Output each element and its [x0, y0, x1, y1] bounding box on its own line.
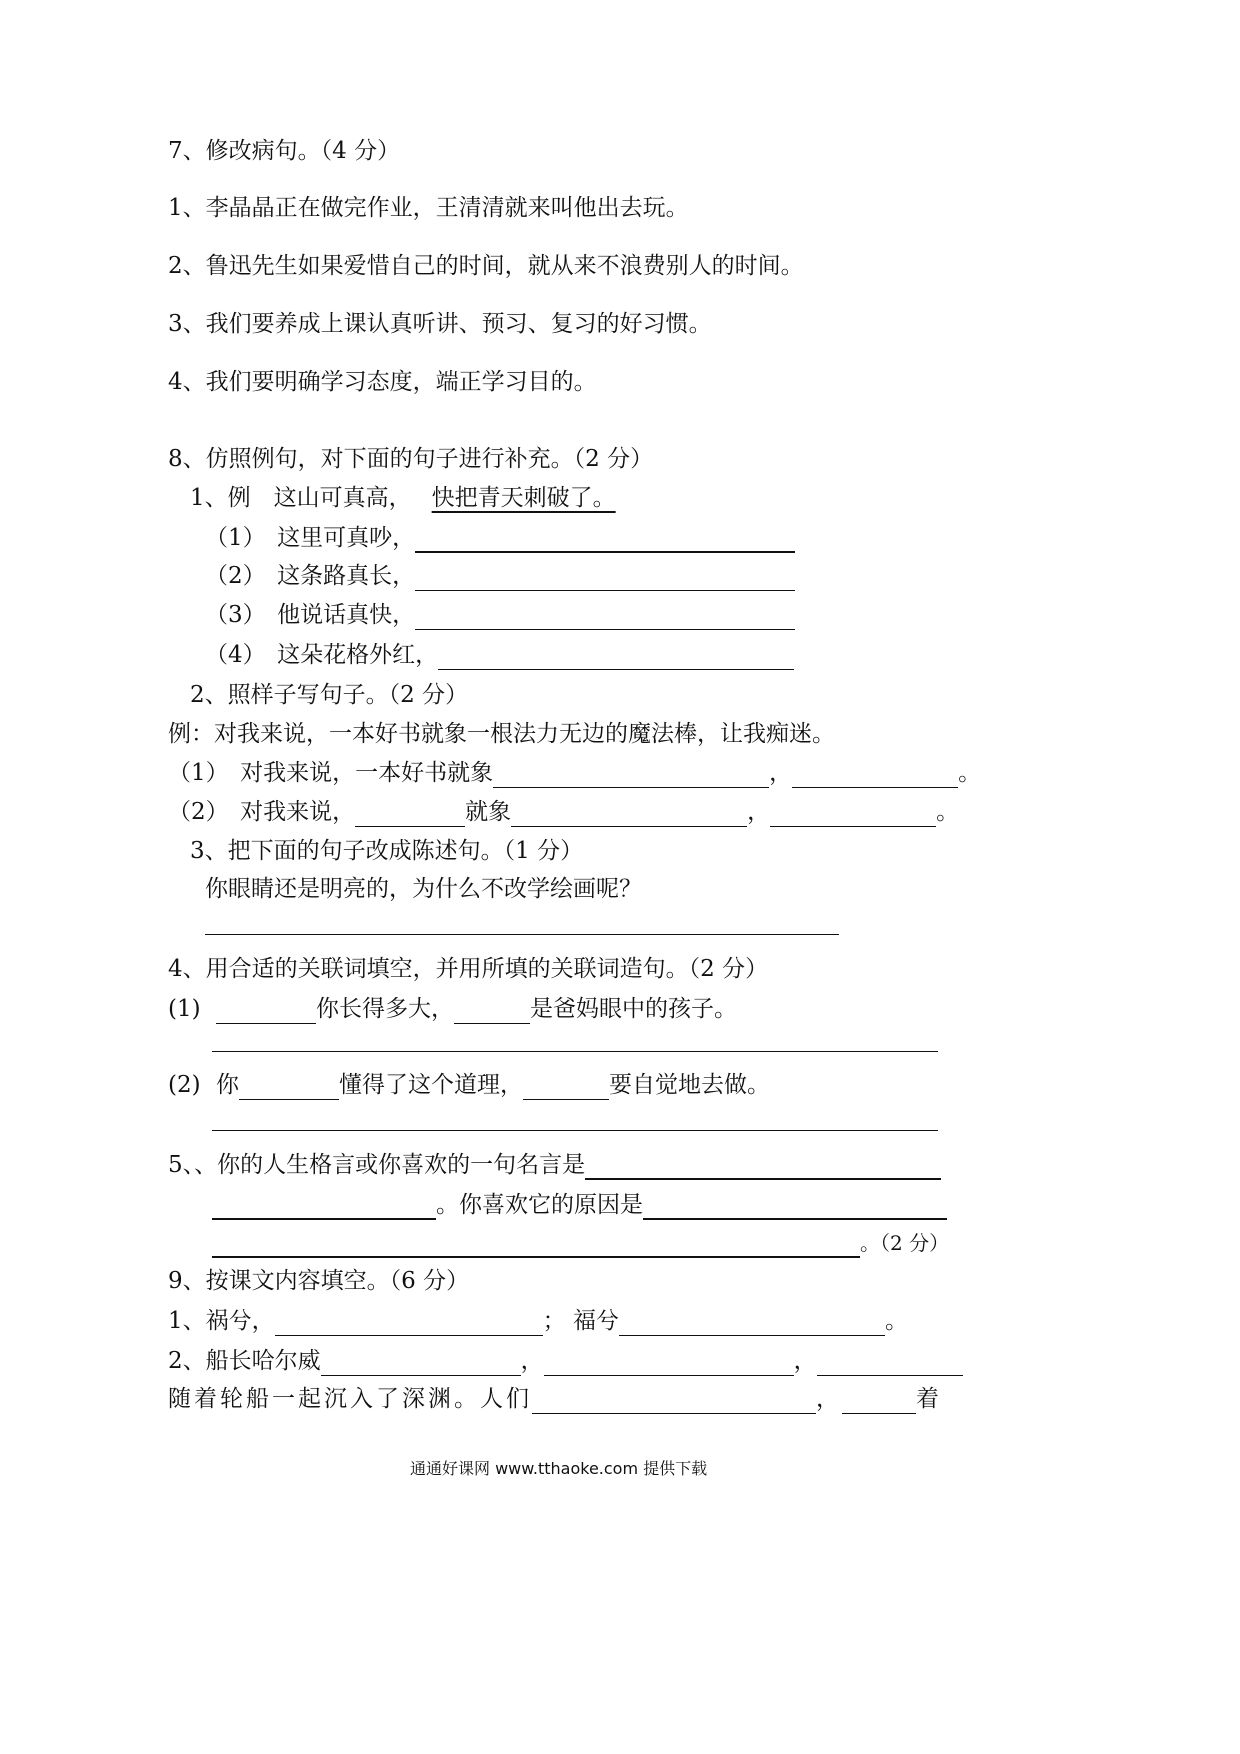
q8-sub4-1: [168, 994, 737, 1024]
answer-blank[interactable]: [585, 1152, 941, 1180]
answer-blank[interactable]: [523, 1073, 609, 1100]
answer-blank[interactable]: [842, 1387, 916, 1414]
q8-sub5-end: 。（2 分）: [860, 1231, 950, 1255]
q9-line-1: [168, 1306, 908, 1336]
period: 。: [958, 760, 982, 786]
q7-title: 7、修改病句。（4 分）: [168, 138, 401, 164]
answer-blank[interactable]: [415, 603, 795, 630]
answer-blank[interactable]: [532, 1387, 816, 1414]
answer-blank[interactable]: [275, 1309, 543, 1336]
answer-blank[interactable]: [770, 800, 936, 827]
q9-title: 9、按课文内容填空。（6 分）: [168, 1268, 470, 1294]
q8-sub1-3-text: （3） 他说话真快，: [205, 602, 416, 628]
q8-sub5-line-1: [168, 1150, 941, 1180]
q8-sub5-prefix: 5、、你的人生格言或你喜欢的一句名言是: [168, 1152, 586, 1178]
q8-example-prefix: 1、例 这山可真高，: [190, 485, 412, 511]
q8-sub5-line-3: [212, 1228, 949, 1258]
answer-blank[interactable]: [619, 1309, 885, 1336]
q8-sub4-title: 4、用合适的关联词填空，并用所填的关联词造句。（2 分）: [168, 956, 769, 982]
q8-sub4-1-num: (1): [168, 996, 201, 1022]
answer-blank[interactable]: [321, 1349, 521, 1376]
answer-blank[interactable]: [643, 1192, 947, 1220]
q8-sub4-2-pre: 你: [216, 1072, 239, 1098]
q8-sub4-1-end: 是爸妈眼中的孩子。: [530, 996, 737, 1022]
answer-blank[interactable]: [493, 761, 769, 788]
q9-line-3-end: 着: [916, 1386, 942, 1412]
q9-line-2-prefix: 2、船长哈尔威: [168, 1348, 321, 1374]
answer-blank[interactable]: [415, 525, 795, 553]
q8-sub1-1-text: （1） 这里可真吵，: [205, 525, 416, 551]
q8-title: 8、仿照例句，对下面的句子进行补充。（2 分）: [168, 446, 654, 472]
q8-sub2-example: 例：对我来说，一本好书就象一根法力无边的魔法棒，让我痴迷。: [168, 721, 835, 747]
q9-line-2: [168, 1346, 963, 1376]
q8-sub2-title: 2、照样子写句子。（2 分）: [190, 682, 469, 708]
q8-example-answer: 快把青天刺破了。: [431, 485, 616, 511]
q8-sub4-2-num: (2): [168, 1072, 201, 1098]
q8-sub4-2-mid: 懂得了这个道理，: [339, 1072, 523, 1098]
q8-sub5-line-2: [212, 1190, 947, 1220]
q8-sub3-title: 3、把下面的句子改成陈述句。（1 分）: [190, 838, 584, 864]
q8-sub2-line-1: [168, 758, 981, 788]
q9-line-1-prefix: 1、祸兮，: [168, 1308, 275, 1334]
q8-sub1-1: [205, 523, 795, 553]
q7-item-3: 3、我们要养成上课认真听讲、预习、复习的好习惯。: [168, 311, 712, 337]
q8-sub2-line-2-mid: 就象: [465, 799, 512, 825]
q9-line-3-prefix: 随着轮船一起沉入了深渊。人们: [168, 1386, 532, 1412]
q8-sub2-line-2: [168, 797, 959, 827]
answer-blank[interactable]: [438, 643, 794, 670]
q8-sub2-line-1-text: （1） 对我来说，一本好书就象: [168, 760, 494, 786]
answer-blank[interactable]: [792, 761, 958, 788]
q8-sub3-sentence: 你眼睛还是明亮的，为什么不改学绘画呢？: [205, 876, 642, 902]
answer-blank[interactable]: [212, 1230, 860, 1258]
q8-sub1-2: [205, 561, 795, 591]
q9-line-3: [168, 1384, 942, 1414]
q8-sub1-3: [205, 600, 795, 630]
comma: ，: [816, 1386, 842, 1412]
comma: ，: [793, 1348, 817, 1374]
answer-blank[interactable]: [212, 1192, 436, 1220]
page-footer: 通通好课网 www.tthaoke.com 提供下载: [410, 1459, 708, 1478]
q8-sub1-2-text: （2） 这条路真长，: [205, 563, 416, 589]
q8-sub4-2: [168, 1070, 770, 1100]
comma: ，: [747, 799, 771, 825]
answer-line[interactable]: [212, 1130, 938, 1131]
comma: ，: [520, 1348, 544, 1374]
answer-blank[interactable]: [511, 800, 747, 827]
answer-blank[interactable]: [355, 800, 465, 827]
answer-blank[interactable]: [454, 997, 530, 1024]
q8-sub2-line-2-text: （2） 对我来说，: [168, 799, 356, 825]
q8-sub5-mid: 。你喜欢它的原因是: [436, 1192, 643, 1218]
q7-item-4: 4、我们要明确学习态度，端正学习目的。: [168, 369, 597, 395]
q8-sub4-2-end: 要自觉地去做。: [609, 1072, 770, 1098]
period: 。: [936, 799, 960, 825]
answer-line[interactable]: [212, 1051, 938, 1052]
q9-line-1-mid: ； 福兮: [542, 1308, 619, 1334]
answer-blank[interactable]: [817, 1349, 963, 1376]
answer-blank[interactable]: [216, 997, 316, 1024]
period: 。: [884, 1308, 908, 1334]
q7-item-1: 1、李晶晶正在做完作业，王清清就来叫他出去玩。: [168, 195, 689, 221]
answer-blank[interactable]: [544, 1349, 794, 1376]
q8-example-1: [190, 483, 626, 513]
answer-blank[interactable]: [239, 1073, 339, 1100]
q8-sub1-4-text: （4） 这朵花格外红，: [205, 642, 439, 668]
q8-sub4-1-mid: 你长得多大，: [316, 996, 454, 1022]
q7-item-2: 2、鲁迅先生如果爱惜自己的时间，就从来不浪费别人的时间。: [168, 253, 804, 279]
answer-line[interactable]: [205, 934, 839, 935]
comma: ，: [769, 760, 793, 786]
q8-sub1-4: [205, 640, 794, 670]
answer-blank[interactable]: [415, 564, 795, 591]
